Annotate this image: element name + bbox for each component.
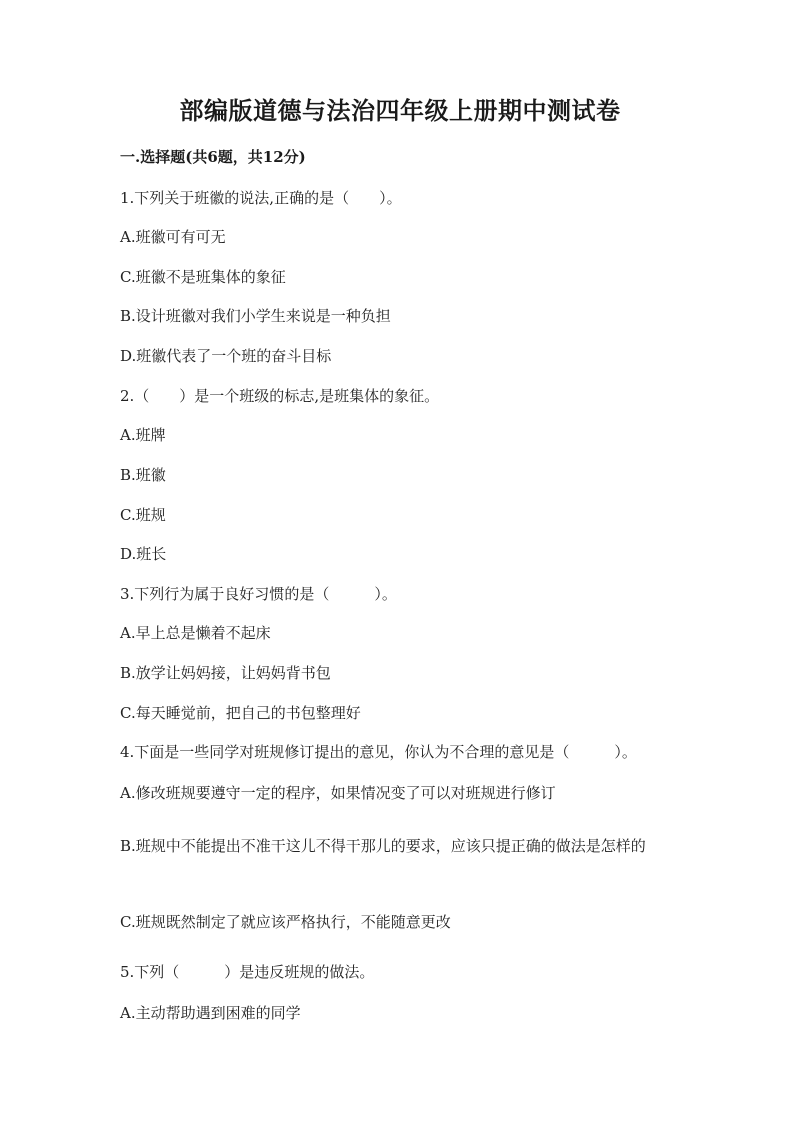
question-1-option-c: C.班徽不是班集体的象征: [120, 268, 286, 286]
question-3-option-b: B.放学让妈妈接，让妈妈背书包: [120, 664, 331, 682]
question-2-option-d: D.班长: [120, 545, 167, 563]
question-5-option-a: A.主动帮助遇到困难的同学: [120, 1004, 301, 1022]
question-4-option-a: A.修改班规要遵守一定的程序，如果情况变了可以对班规进行修订: [120, 784, 556, 802]
question-1-option-b: B.设计班徽对我们小学生来说是一种负担: [120, 307, 391, 325]
question-1-option-a: A.班徽可有可无: [120, 228, 226, 246]
question-2-stem: 2.（ ）是一个班级的标志,是班集体的象征。: [120, 387, 440, 405]
question-1-option-d: D.班徽代表了一个班的奋斗目标: [120, 347, 332, 365]
question-4-option-b: B.班规中不能提出不准干这儿不得干那儿的要求，应该只提正确的做法是怎样的: [120, 837, 646, 855]
question-4-option-c: C.班规既然制定了就应该严格执行，不能随意更改: [120, 913, 451, 931]
question-2-option-b: B.班徽: [120, 466, 166, 484]
question-5-stem: 5.下列（ ）是违反班规的做法。: [120, 963, 375, 981]
section-heading: 一.选择题(共6题，共12分): [120, 148, 306, 166]
question-2-option-c: C.班规: [120, 506, 166, 524]
page-title: 部编版道德与法治四年级上册期中测试卷: [179, 96, 621, 125]
question-3-option-c: C.每天睡觉前，把自己的书包整理好: [120, 704, 361, 722]
question-1-stem: 1.下列关于班徽的说法,正确的是（ ）。: [120, 189, 402, 207]
question-3-option-a: A.早上总是懒着不起床: [120, 624, 271, 642]
question-2-option-a: A.班牌: [120, 426, 166, 444]
question-3-stem: 3.下列行为属于良好习惯的是（ ）。: [120, 585, 397, 603]
question-4-stem: 4.下面是一些同学对班规修订提出的意见，你认为不合理的意见是（ ）。: [120, 743, 637, 761]
